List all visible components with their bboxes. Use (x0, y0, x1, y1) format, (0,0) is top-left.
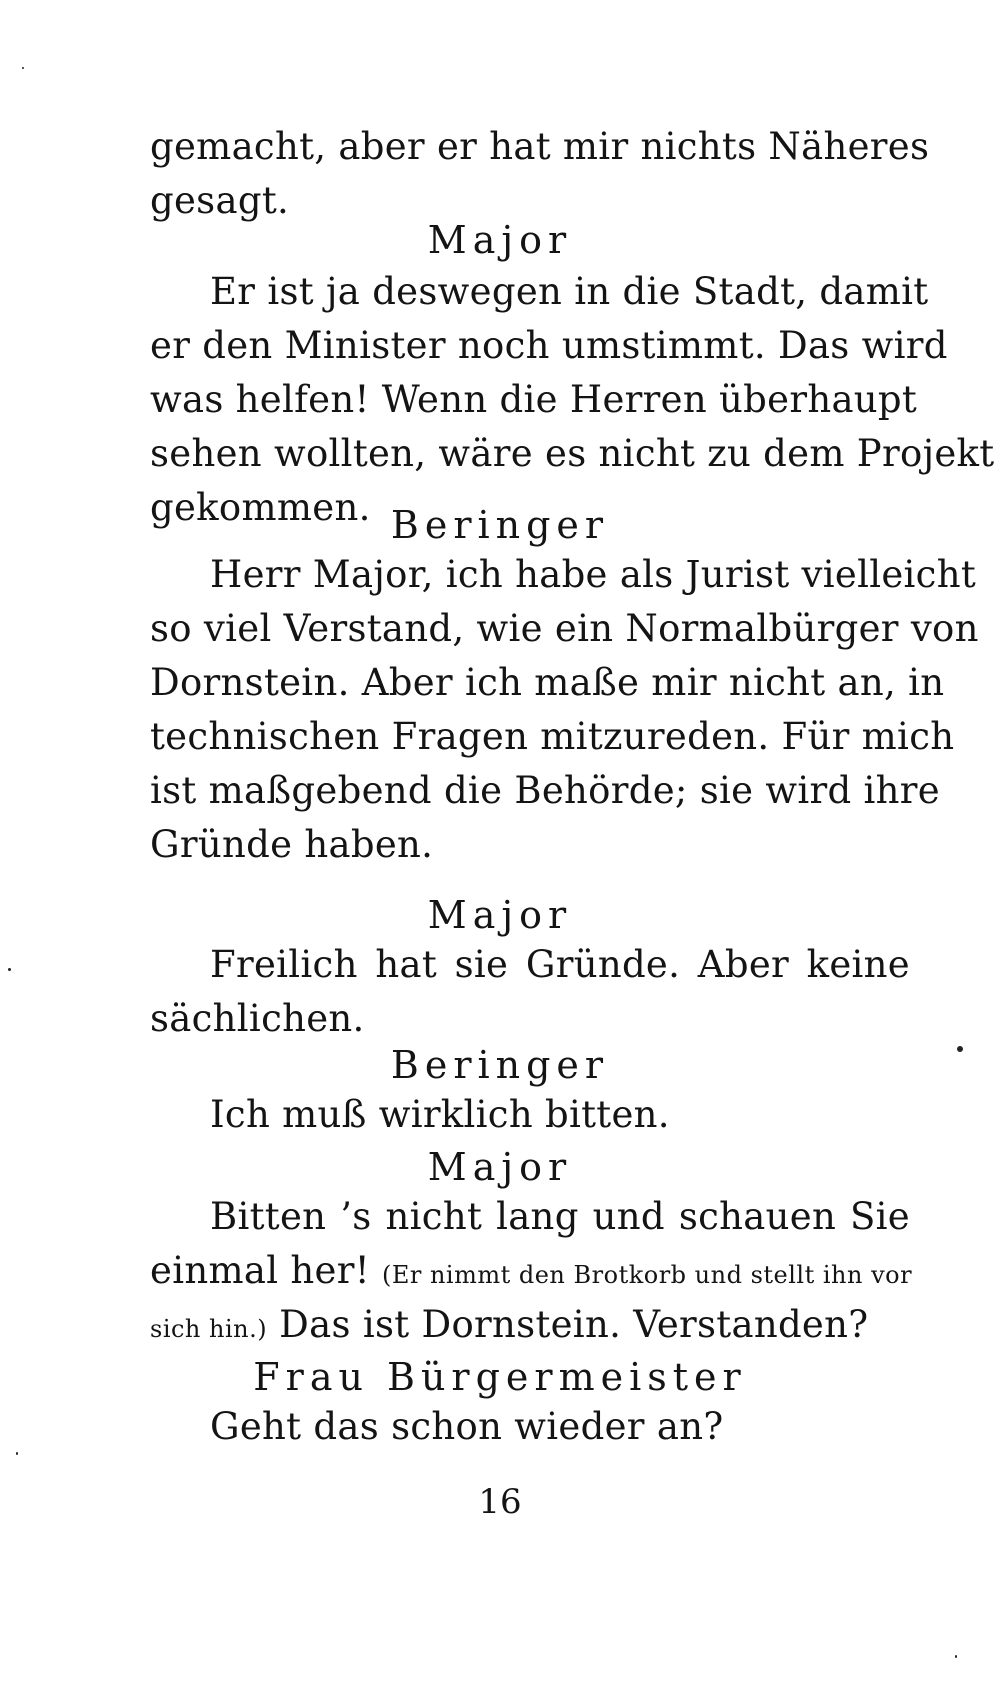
text-line: gesagt. (150, 179, 290, 222)
speech-block (150, 1088, 910, 1142)
speech-block (150, 548, 979, 872)
speaker-name: Beringer (390, 1043, 610, 1087)
text-line: so viel Verstand, wie ein Normalbürger von (150, 607, 979, 650)
text-line: er den Minister noch umstimmt. Das wird (150, 324, 948, 367)
speech-block (150, 1190, 913, 1352)
text-line: sächlichen. (150, 997, 365, 1040)
continuation-text (150, 120, 930, 228)
text-line: gekommen. (150, 486, 371, 529)
text-line (150, 1244, 913, 1298)
text-line: Er ist ja deswegen in die Stadt, damit (210, 270, 929, 313)
stage-direction: (Er nimmt den Brotkorb und stellt ihn vor (381, 1261, 913, 1289)
scan-speck (22, 67, 24, 69)
scan-speck (955, 1655, 957, 1658)
scan-speck (957, 1046, 963, 1052)
scan-speck (8, 968, 11, 971)
speech-block (150, 1400, 910, 1454)
text-line: gemacht, aber er hat mir nichts Näheres (150, 125, 930, 168)
text-line: Herr Major, ich habe als Jurist vielleicht (210, 553, 977, 596)
text-line: Freilich hat sie Gründe. Aber keine (210, 943, 910, 986)
speaker-name: Major (427, 1145, 573, 1189)
text-line: Bitten ’s nicht lang und schauen Sie (210, 1195, 910, 1238)
text-line: ist maßgebend die Behörde; sie wird ihre (150, 769, 940, 812)
text-line (150, 1298, 910, 1352)
text-line: Dornstein. Aber ich maße mir nicht an, in (150, 661, 945, 704)
text-line: was helfen! Wenn die Herren überhaupt (150, 378, 918, 421)
speaker-name: Major (427, 893, 573, 937)
text-line: Gründe haben. (150, 823, 434, 866)
speaker-name: Frau Bürgermeister (253, 1355, 747, 1399)
speech-text: Das ist Dornstein. Verstanden? (279, 1303, 869, 1346)
text-line: Ich muß wirklich bitten. (210, 1093, 670, 1136)
text-line: sehen wollten, wäre es nicht zu dem Projekt (150, 432, 995, 475)
scan-speck (16, 1452, 18, 1455)
stage-direction: sich hin.) (150, 1315, 268, 1343)
speaker-name: Beringer (390, 503, 610, 547)
speech-text: einmal her! (150, 1249, 370, 1292)
speech-block (150, 265, 995, 535)
page-number: 16 (478, 1482, 522, 1522)
speech-block (150, 938, 910, 1046)
speaker-name: Major (427, 218, 573, 262)
text-line: Geht das schon wieder an? (210, 1405, 724, 1448)
text-line: technischen Fragen mitzureden. Für mich (150, 715, 955, 758)
